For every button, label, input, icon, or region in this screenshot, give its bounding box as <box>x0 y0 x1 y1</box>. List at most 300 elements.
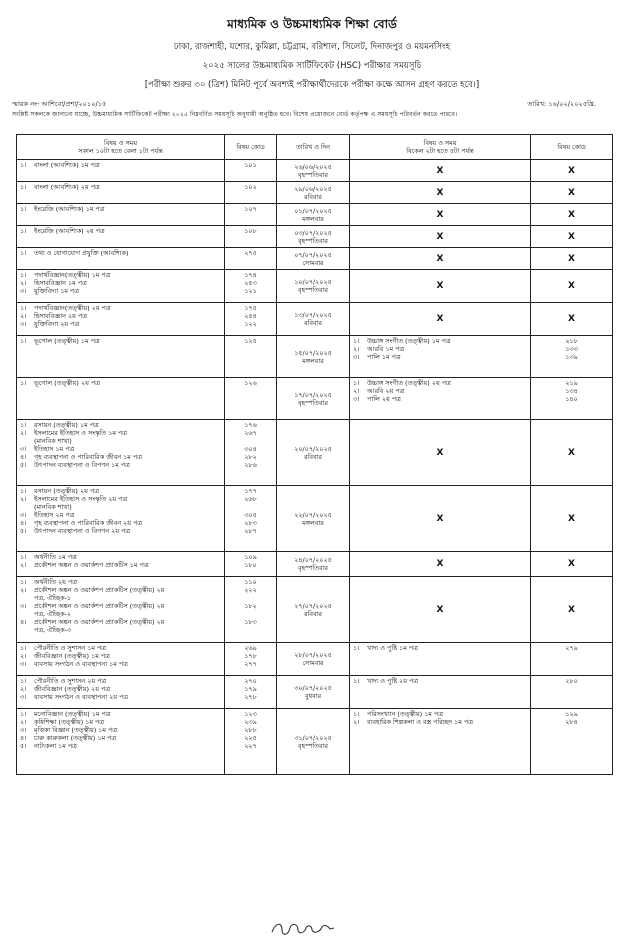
subject-name: ইতিহাস ১ম পত্র <box>34 445 75 453</box>
exam-date-day <box>277 248 350 270</box>
morning-codes <box>225 270 277 303</box>
item-number: ১। <box>353 379 360 387</box>
subject-code: ১০৭ <box>244 205 257 213</box>
subject-code: ৩০৫ <box>244 511 257 519</box>
subject-name: ইতিহাস ২য় পত্র <box>34 511 75 519</box>
subject-line <box>20 227 221 235</box>
subject-line <box>20 312 221 320</box>
item-number: ২। <box>20 561 27 569</box>
subject-name: যুক্তিবিদ্যা ২য় পত্র <box>34 320 80 328</box>
subject-name: ইসলামের ইতিহাস ও সংস্কৃতি ১ম পত্র <box>34 429 127 437</box>
item-number: ২। <box>20 718 27 726</box>
subject-code: ২৮৮ <box>244 726 257 734</box>
morning-subjects <box>17 486 225 552</box>
item-number <box>20 503 34 511</box>
subject-name: খাদ্য ও পুষ্টি ১ম পত্র <box>367 644 418 652</box>
subject-code: ২৮৬ <box>244 461 257 469</box>
subject-line <box>20 461 221 469</box>
item-number: ৩। <box>20 693 27 701</box>
subject-name: ব্যবহারিক শিল্পকলা ও বস্ত্র পরিচ্ছদ ১ম পত্র <box>367 718 473 726</box>
subject-name: পদার্থবিজ্ঞান(তত্ত্বীয়) ১ম পত্র <box>34 271 111 279</box>
subject-name: অর্থনীতি ২য় পত্র <box>34 578 77 586</box>
no-exam-mark: X <box>568 231 575 242</box>
subject-name: (মানবিক শাখা) <box>34 503 72 511</box>
item-number: ২। <box>20 279 27 287</box>
no-exam-mark: X <box>568 253 575 264</box>
subject-code: ১১০ <box>244 578 257 586</box>
evening-codes <box>531 226 613 248</box>
subject-code: ২৬৯ <box>244 644 257 652</box>
item-number: ১। <box>20 304 27 312</box>
morning-codes <box>225 577 277 643</box>
item-number: ১। <box>353 710 360 718</box>
evening-code-header: বিষয় কোড <box>531 135 613 160</box>
exam-day: সোমবার <box>302 258 324 267</box>
subject-name: উচ্চাঙ্গ সংগীত (তত্ত্বীয়) ২য় পত্র <box>367 379 451 387</box>
subject-line <box>20 578 221 586</box>
subject-name: যুক্তিবিদ্যা ১ম পত্র <box>34 287 79 295</box>
table-row <box>17 204 613 226</box>
subject-line <box>20 644 221 652</box>
no-exam-mark: X <box>568 447 575 458</box>
exam-date-day <box>277 226 350 248</box>
item-number: ৩। <box>20 660 27 668</box>
subject-name: গৃহ ব্যবস্থাপনা ও পারিবারিক জীবন ২য় পত্র <box>34 519 143 527</box>
subject-name: রসায়ন (তত্ত্বীয়) ১ম পত্র <box>34 421 99 429</box>
item-number: ৩। <box>20 320 27 328</box>
table-row <box>17 378 613 420</box>
subject-name: অর্থনীতি ১ম পত্র <box>34 553 77 561</box>
subject-name: ইসলামের ইতিহাস ও সংস্কৃতি ২য় পত্র <box>34 495 128 503</box>
morning-subjects <box>17 160 225 182</box>
subject-name: মৃত্তিকা বিজ্ঞান (তত্ত্বীয়) ১ম পত্র <box>34 726 118 734</box>
exam-date: ২৯/০৬/২০২৫ <box>294 184 332 193</box>
subject-code: ২৭৮ <box>244 693 257 701</box>
subject-line <box>20 710 221 718</box>
morning-codes <box>225 182 277 204</box>
exam-day: বৃহস্পতিবার <box>298 564 328 572</box>
subject-name: বাংলা (আবশ্যিক) ২য় পত্র <box>34 183 100 191</box>
evening-codes <box>531 270 613 303</box>
table-row <box>17 643 613 676</box>
subject-code: ২৭৭ <box>244 660 257 668</box>
no-exam-mark: X <box>568 187 575 198</box>
subject-line <box>20 511 221 519</box>
evening-codes <box>531 643 613 676</box>
no-exam-mark: X <box>436 281 444 291</box>
subject-line <box>20 379 221 387</box>
evening-codes <box>531 676 613 709</box>
exam-day: রবিবার <box>304 192 322 201</box>
table-header-row <box>17 135 613 160</box>
evening-subjects <box>350 486 531 552</box>
morning-codes <box>225 336 277 378</box>
subject-line <box>20 320 221 328</box>
subject-line <box>20 742 221 750</box>
exam-date-day <box>277 204 350 226</box>
exam-date: ০৭/০৭/২০২৫ <box>294 250 332 259</box>
item-number: ১। <box>20 249 27 257</box>
evening-subjects <box>350 709 531 775</box>
table-row <box>17 486 613 552</box>
item-number: ৫। <box>20 461 27 469</box>
subject-name: পত্র, ঐচ্ছিক-২ <box>34 610 72 618</box>
item-number: ২। <box>20 685 27 693</box>
subject-line <box>20 183 221 191</box>
item-number: ৪। <box>20 519 27 527</box>
evening-subjects <box>350 643 531 676</box>
subject-name: পৌরনীতি ও সুশাসন ২য় পত্র <box>34 677 107 685</box>
evening-subjects <box>350 676 531 709</box>
subject-code: ১৭৪ <box>244 271 257 279</box>
subject-name: প্রকৌশল অঙ্কন ও ওয়ার্কশপ প্র্যাকটিস (তত্ত্বীয়) ২য় <box>34 586 165 594</box>
item-number: ৩। <box>20 726 27 734</box>
subject-code: ১০২ <box>244 183 257 191</box>
subject-code: ৩০৪ <box>244 445 257 453</box>
morning-codes <box>225 486 277 552</box>
item-number: ১। <box>353 677 360 685</box>
exam-day: বৃহস্পতিবার <box>298 741 328 750</box>
subject-code: ১২৩ <box>244 710 257 718</box>
subject-name: মনোবিজ্ঞান (তত্ত্বীয়) ১ম পত্র <box>34 710 111 718</box>
subject-name: (মানবিক শাখা) <box>34 437 72 445</box>
subject-line <box>20 618 221 626</box>
item-number: ১। <box>20 710 27 718</box>
table-row <box>17 552 613 577</box>
morning-code-header: বিষয় কোড <box>225 135 277 160</box>
subject-code: ১০১ <box>244 161 257 169</box>
subject-line <box>20 495 221 503</box>
item-number: ১। <box>20 227 27 235</box>
subject-code: ১৩৯ <box>565 353 578 361</box>
exam-date-day <box>277 336 350 378</box>
subject-name: প্রকৌশল অঙ্কন ও ওয়ার্কশপ প্র্যাকটিস (তত্ত্বীয়) ২য় <box>34 602 165 610</box>
item-number: ১। <box>20 487 27 495</box>
exam-date-day <box>277 182 350 204</box>
subject-line <box>20 652 221 660</box>
exam-date-day <box>277 378 350 420</box>
no-exam-mark: X <box>568 559 575 569</box>
item-number: ৩। <box>353 353 360 361</box>
evening-subjects <box>350 226 531 248</box>
item-number: ১। <box>20 553 27 561</box>
item-number: ২। <box>353 387 360 395</box>
subject-code: ২১৮ <box>565 337 578 345</box>
item-number: ১। <box>20 337 27 345</box>
subject-line <box>353 718 527 726</box>
item-number <box>20 594 34 602</box>
no-exam-mark: X <box>436 314 444 324</box>
arrival-note: [পরীক্ষা শুরুর ৩০ (ত্রিশ) মিনিট পূর্বে অবশ্যই পরীক্ষার্থীদেরকে পরীক্ষা কক্ষে আসন গ্রহণ করতে হবে।] <box>144 80 480 90</box>
subject-code: ১৭৯ <box>244 685 257 693</box>
evening-subjects <box>350 160 531 182</box>
item-number: ১। <box>20 379 27 387</box>
evening-codes <box>531 182 613 204</box>
subject-line <box>353 395 527 403</box>
table-row <box>17 303 613 336</box>
subject-code: ২২২ <box>244 586 257 594</box>
no-exam-mark: X <box>568 165 575 176</box>
subject-line <box>20 487 221 495</box>
morning-codes <box>225 552 277 577</box>
subject-code: ১৩৩ <box>565 345 578 353</box>
subject-name: আরবি ২য় পত্র <box>367 387 405 395</box>
no-exam-mark: X <box>436 165 444 176</box>
subject-line <box>20 421 221 429</box>
subject-line <box>20 429 221 437</box>
morning-codes <box>225 160 277 182</box>
subject-line <box>20 304 221 312</box>
subject-name: জীববিজ্ঞান (তত্ত্বীয়) ২য় পত্র <box>34 685 111 693</box>
table-row <box>17 577 613 643</box>
subject-name: পালি ২য় পত্র <box>367 395 401 403</box>
subject-line <box>353 644 527 652</box>
evening-codes <box>531 709 613 775</box>
exam-day: বুধবার <box>304 692 322 700</box>
morning-codes <box>225 378 277 420</box>
subject-name: বাংলা (আবশ্যিক) ১ম পত্র <box>34 161 100 169</box>
morning-subjects <box>17 248 225 270</box>
evening-codes <box>531 160 613 182</box>
subject-line <box>20 437 221 445</box>
subject-name: কৃষিশিক্ষা (তত্ত্বীয়) ১ম পত্র <box>34 718 105 726</box>
subject-name: আরবি ১ম পত্র <box>367 345 405 353</box>
subject-code: ১৭৮ <box>244 652 257 660</box>
subject-line <box>20 734 221 742</box>
subject-line <box>20 685 221 693</box>
morning-codes <box>225 226 277 248</box>
subject-code <box>228 437 273 445</box>
subject-line <box>20 553 221 561</box>
subject-name: তথ্য ও যোগাযোগ প্রযুক্তি (আবশ্যিক) <box>34 249 129 257</box>
subject-code: ২৫৩ <box>244 279 257 287</box>
morning-codes <box>225 204 277 226</box>
item-number: ২। <box>20 586 27 594</box>
subject-line <box>20 677 221 685</box>
subject-code: ২২৫ <box>244 734 257 742</box>
exam-date: ৩১/০৭/২০২৫ <box>294 733 332 742</box>
exam-date-day <box>277 303 350 336</box>
board-cities: ঢাকা, রাজশাহী, যশোর, কুমিল্লা, চট্টগ্রাম, বরিশাল, সিলেট, দিনাজপুর ও ময়মনসিংহ <box>173 42 451 52</box>
morning-codes <box>225 248 277 270</box>
item-number <box>20 610 34 618</box>
morning-subjects <box>17 378 225 420</box>
morning-subjects <box>17 676 225 709</box>
item-number: ১। <box>20 161 27 169</box>
no-exam-mark: X <box>436 604 444 615</box>
subject-code: ১৭৬ <box>244 421 257 429</box>
exam-date: ২০/০৭/২০২৫ <box>294 444 332 453</box>
subject-code: ১২২ <box>244 320 257 328</box>
exam-date: ২৮/০৭/২০২৫ <box>294 651 332 659</box>
subject-code: ২৮০ <box>565 677 578 685</box>
subject-name: হিসাববিজ্ঞান ১ম পত্র <box>34 279 87 287</box>
subject-code: ১৭৭ <box>244 487 257 495</box>
item-number: ১। <box>20 677 27 685</box>
evening-codes <box>531 486 613 552</box>
subject-name: রসায়ন (তত্ত্বীয়) ২য় পত্র <box>34 487 99 495</box>
subject-line <box>353 353 527 361</box>
exam-schedule-table <box>16 134 613 775</box>
memo-number: স্মারক নং- আশিবো/প্রশা/২০১০/১৫ <box>12 100 107 108</box>
item-number: ৪। <box>20 618 27 626</box>
subject-name: পালি ১ম পত্র <box>367 353 401 361</box>
subject-code: ১০৮ <box>244 227 257 235</box>
no-exam-mark: X <box>436 513 444 524</box>
morning-codes <box>225 643 277 676</box>
evening-subjects <box>350 182 531 204</box>
exam-day: বৃহস্পতিবার <box>298 170 328 179</box>
subject-line <box>20 718 221 726</box>
subject-name: পত্র, ঐচ্ছিক-৩ <box>34 626 72 634</box>
table-row <box>17 709 613 775</box>
item-number: ৩। <box>20 602 27 610</box>
subject-code: ২৬৭ <box>244 429 257 437</box>
subject-name: খাদ্য ও পুষ্টি ২য় পত্র <box>367 677 419 685</box>
morning-subject-header: বিষয় ও সময় সকাল ১০টা হতে বেলা ১টা পর্যন্ত <box>17 135 225 160</box>
morning-subjects <box>17 270 225 303</box>
item-number: ১। <box>353 644 360 652</box>
no-exam-mark: X <box>436 209 444 220</box>
subject-line <box>20 527 221 535</box>
subject-name: পত্র, ঐচ্ছিক-১ <box>34 594 72 602</box>
table-row <box>17 248 613 270</box>
item-number: ১। <box>20 205 27 213</box>
subject-name: প্রকৌশল অঙ্কন ও ওয়ার্কশপ প্র্যাকটিস ১ম পত্র <box>34 561 149 569</box>
subject-line <box>20 726 221 734</box>
morning-subjects <box>17 336 225 378</box>
item-number: ৫। <box>20 527 27 535</box>
issue-date: তারিখ: ১৬/০২/২০২৫খ্রি. <box>527 100 596 108</box>
subject-code: ১০৯ <box>244 553 257 561</box>
item-number: ৩। <box>353 395 360 403</box>
no-exam-mark: X <box>436 231 444 242</box>
board-name: মাধ্যমিক ও উচ্চমাধ্যমিক শিক্ষা বোর্ড <box>227 17 397 31</box>
exam-date: ২৪/০৭/২০২৫ <box>294 556 332 564</box>
exam-day: মঙ্গলবার <box>302 518 324 527</box>
no-exam-mark: X <box>436 559 444 569</box>
subject-line <box>20 205 221 213</box>
exam-date-day <box>277 270 350 303</box>
subject-code: ২৮৪ <box>565 718 578 726</box>
subject-line <box>20 271 221 279</box>
item-number: ৩। <box>20 445 27 453</box>
item-number: ২। <box>353 345 360 353</box>
signature <box>268 918 338 940</box>
subject-name: ভূগোল (তত্ত্বীয়) ২য় পত্র <box>34 379 100 387</box>
subject-line <box>20 602 221 610</box>
subject-name: উৎপাদন ব্যবস্থাপনা ও বিপণন ১ম পত্র <box>34 461 130 469</box>
subject-code: ১২৫ <box>244 337 257 345</box>
subject-code: ২৬৮ <box>244 495 257 503</box>
no-exam-mark: X <box>568 209 575 220</box>
subject-code: ২১৯ <box>565 379 578 387</box>
item-number: ২। <box>20 312 27 320</box>
subject-line <box>20 503 221 511</box>
exam-date-day <box>277 420 350 486</box>
exam-day: বৃহস্পতিবার <box>298 236 328 245</box>
date-header: তারিখ ও দিন <box>277 135 350 160</box>
subject-code: ১২১ <box>244 287 257 295</box>
morning-subjects <box>17 303 225 336</box>
item-number: ২। <box>353 718 360 726</box>
exam-date: ০১/০৭/২০২৫ <box>294 206 332 215</box>
evening-subjects <box>350 420 531 486</box>
item-number: ৪। <box>20 453 27 461</box>
subject-name: ইংরেজি (আবশ্যিক) ২য় পত্র <box>34 227 105 235</box>
morning-subjects <box>17 226 225 248</box>
intro-text: সংশ্লিষ্ট সকলকে জানানো যাচ্ছে, উচ্চমাধ্যমিক সার্টিফিকেট পরীক্ষা ২০২৫ নিম্নবর্ণিত সময়সূচি অনুযায়ী অনুষ্ঠিত হবে। বিশেষ প্রয়োজনে বোর্ড কর্তৃপক্ষ এ সময়সূচি পরিবর্তন করতে পারবে। <box>12 111 458 118</box>
evening-codes <box>531 378 613 420</box>
table-row <box>17 226 613 248</box>
subject-code: ১৮০ <box>244 561 257 569</box>
subject-name: উৎপাদন ব্যবস্থাপনা ও বিপণন ২য় পত্র <box>34 527 131 535</box>
subject-line <box>353 710 527 718</box>
evening-codes <box>531 303 613 336</box>
subject-line <box>20 453 221 461</box>
evening-codes <box>531 336 613 378</box>
table-row <box>17 676 613 709</box>
subject-code <box>228 626 273 634</box>
exam-day: বৃহস্পতিবার <box>298 286 328 294</box>
item-number: ১। <box>20 578 27 586</box>
table-row <box>17 270 613 303</box>
no-exam-mark: X <box>436 253 444 264</box>
subject-code <box>228 503 273 511</box>
evening-subjects <box>350 577 531 643</box>
subject-name: চারু কারুকলা (তত্ত্বীয়) ১ম পত্র <box>34 734 117 742</box>
subject-name: পরিসংখ্যান (তত্ত্বীয়) ১ম পত্র <box>367 710 443 718</box>
table-row <box>17 160 613 182</box>
subject-code <box>228 594 273 602</box>
morning-subjects <box>17 552 225 577</box>
subject-code: ১৩৪ <box>565 387 578 395</box>
schedule-title: ২০২৫ সালের উচ্চমাধ্যমিক সার্টিফিকেট (HSC) পরীক্ষার সময়সূচি <box>202 61 422 71</box>
exam-date: ২৭/০৭/২০২৫ <box>294 601 332 610</box>
item-number: ২। <box>20 652 27 660</box>
subject-line <box>353 337 527 345</box>
evening-subjects <box>350 336 531 378</box>
morning-codes <box>225 709 277 775</box>
exam-date-day <box>277 709 350 775</box>
subject-name: ইংরেজি (আবশ্যিক) ১ম পত্র <box>34 205 105 213</box>
evening-codes <box>531 248 613 270</box>
subject-name: পৌরনীতি ও সুশাসন ১ম পত্র <box>34 644 106 652</box>
morning-subjects <box>17 420 225 486</box>
subject-code: ১৮৩ <box>244 618 257 626</box>
subject-line <box>353 387 527 395</box>
subject-line <box>20 561 221 569</box>
subject-name: ভূগোল (তত্ত্বীয়) ১ম পত্র <box>34 337 100 345</box>
no-exam-mark: X <box>436 447 444 458</box>
item-number: ১। <box>20 183 27 191</box>
item-number: ১। <box>20 421 27 429</box>
subject-code: ২৫৪ <box>244 312 257 320</box>
morning-subjects <box>17 643 225 676</box>
exam-date-day <box>277 160 350 182</box>
exam-date: ০৩/০৭/২০২৫ <box>294 228 332 237</box>
item-number: ৩। <box>20 287 27 295</box>
exam-date-day <box>277 577 350 643</box>
subject-code: ১৮২ <box>244 602 257 610</box>
subject-code: ২৮২ <box>244 453 257 461</box>
subject-line <box>20 279 221 287</box>
subject-code: ২৭৯ <box>565 644 578 652</box>
evening-subjects <box>350 378 531 420</box>
subject-code: ১৪০ <box>565 395 578 403</box>
morning-codes <box>225 676 277 709</box>
exam-day: মঙ্গলবার <box>302 356 324 365</box>
